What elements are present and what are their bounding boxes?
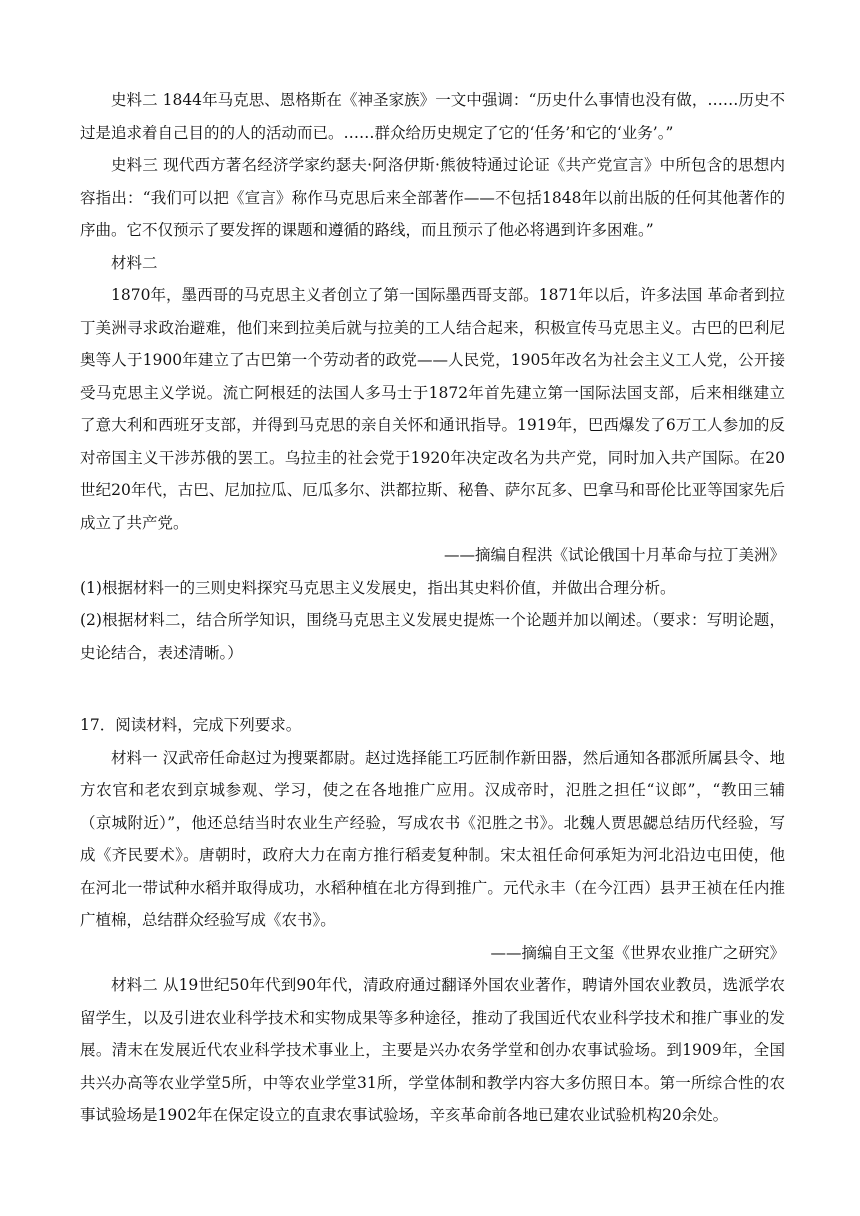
q17-cailiao-1-paragraph: 材料一 汉武帝任命赵过为搜粟都尉。赵过选择能工巧匠制作新田器，然后通知各郡派所属县令、地方农官和老农到京城参观、学习，使之在各地推广应用。汉成帝时，氾胜之担任“议郎”，“教田三辅（京城附近）”，他还总结当时农业生产经验，写成农书《氾胜之书》。北魏人贾思勰总结历代经验，写成《齐民要术》。唐朝时，政府大力在南方推行稻麦复种制。宋太祖任命何承矩为河北沿边屯田使，他在河北一带试种水稻并取得成功，水稻种植在北方得到推广。元代永丰（在今江西）县尹王祯在任内推广植棉，总结群众经验写成《农书》。 xyxy=(80,748,785,929)
question-2: (2)根据材料二，结合所学知识，围绕马克思主义发展史提炼一个论题并加以阐述。（要求：写明论题，史论结合，表述清晰。） xyxy=(80,611,785,662)
question-1: (1)根据材料一的三则史料探究马克思主义发展史，指出其史料价值，并做出合理分析。 xyxy=(80,578,676,597)
q17-cailiao-1-source: ——摘编自王文玺《世界农业推广之研究》 xyxy=(490,943,785,962)
shiliao-3-paragraph: 史料三 现代西方著名经济学家约瑟夫·阿洛伊斯·熊彼特通过论证《共产党宣言》中所包含的思想内容指出：“我们可以把《宣言》称作马克思后来全部著作——不包括1848年以前出版的任何其他著作的序曲。它不仅预示了要发挥的课题和遵循的路线，而且预示了他必将遇到许多困难。” xyxy=(80,156,785,239)
document-body xyxy=(80,84,785,1132)
cailiao-2-source: ——摘编自程洪《试论俄国十月革命与拉丁美洲》 xyxy=(443,546,785,564)
section-gap xyxy=(80,669,785,709)
cailiao-2-paragraph: 1870年，墨西哥的马克思主义者创立了第一国际墨西哥支部。1871年以后，许多法国 革命者到拉丁美洲寻求政治避难，他们来到拉美后就与拉美的工人结合起来，积极宣传马克思主义。古巴的巴利尼奥等人于1900年建立了古巴第一个劳动者的政党——人民党，1905年改名为社会主义工人党，公开接受马克思主义学说。流亡阿根廷的法国人多马士于1872年首先建立第一国际法国支部，后来相继建立了意大利和西班牙支部，并得到马克思的亲自关怀和通讯指导。1919年，巴西爆发了6万工人参加的反对帝国主义干涉苏俄的罢工。乌拉圭的社会党于1920年决定改名为共产党，同时加入共产国际。在20世纪20年代，古巴、尼加拉瓜、厄瓜多尔、洪都拉斯、秘鲁、萨尔瓦多、巴拿马和哥伦比亚等国家先后成立了共产党。 xyxy=(80,286,785,532)
shiliao-2-paragraph: 史料二 1844年马克思、恩格斯在《神圣家族》一文中强调：“历史什么事情也没有做，……历史不过是追求着自己目的的人的活动而已。……群众给历史规定了它的‘任务’和它的‘业务’。” xyxy=(80,91,785,142)
cailiao-2-heading: 材料二 xyxy=(111,253,158,272)
q17-cailiao-2-paragraph: 材料二 从19世纪50年代到90年代，清政府通过翻译外国农业著作，聘请外国农业教员，选派学农留学生，以及引进农业科学技术和实物成果等多种途径，推动了我国近代农业科学技术和推广事业的发展。清末在发展近代农业科学技术事业上，主要是兴办农务学堂和创办农事试验场。到1909年，全国共兴办高等农业学堂5所，中等农业学堂31所，学堂体制和教学内容大多仿照日本。第一所综合性的农事试验场是1902年在保定设立的直隶农事试验场，辛亥革命前各地已建农业试验机构20余处。 xyxy=(80,976,785,1124)
question-17-title: 17．阅读材料，完成下列要求。 xyxy=(80,716,302,734)
